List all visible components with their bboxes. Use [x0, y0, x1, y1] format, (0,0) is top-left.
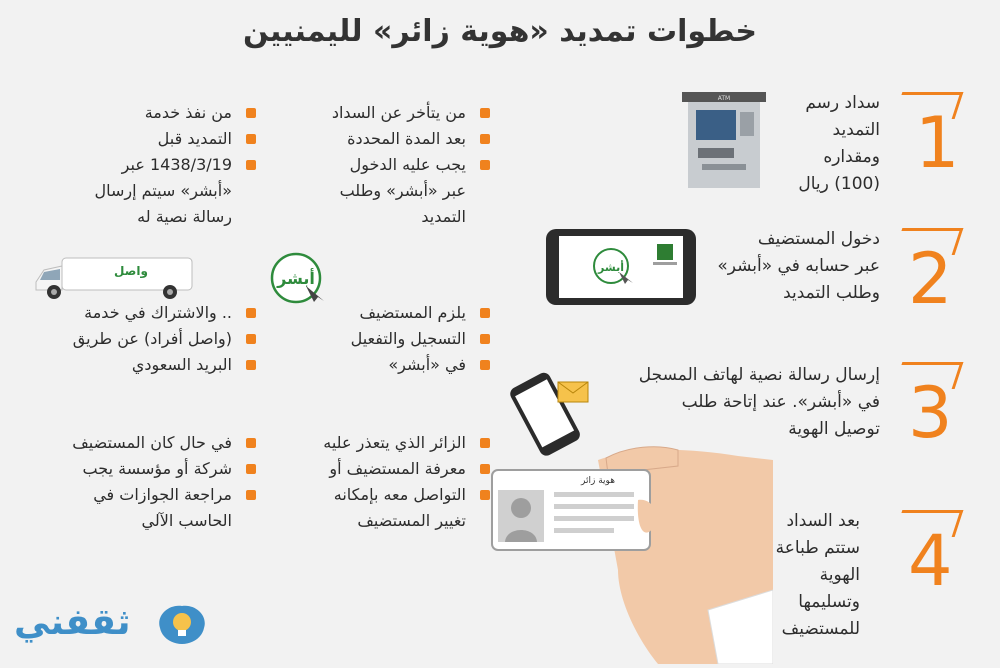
list-item: مراجعة الجوازات في — [72, 482, 258, 508]
note-register-absher — [351, 300, 492, 378]
id-card-hand-icon — [488, 440, 773, 664]
absher-badge-icon — [266, 252, 328, 310]
note-late-payment — [332, 100, 492, 230]
list-item: التمديد — [421, 207, 466, 226]
list-item: شركة أو مؤسسة يجب — [72, 456, 258, 482]
site-logo — [14, 598, 214, 654]
note-unknown-host — [323, 430, 492, 534]
step-4-text: بعد السداد ستتم طباعة الهوية وتسليمها للمستضيف — [775, 511, 860, 639]
atm-icon — [682, 92, 766, 188]
step-3-text: إرسال رسالة نصية لهاتف المسجل في «أبشر». عند إتاحة طلب توصيل الهوية — [638, 365, 880, 439]
list-item: في «أبشر» — [351, 352, 492, 378]
note-expired-extension — [94, 100, 258, 230]
page-title: خطوات تمديد «هوية زائر» لليمنيين — [242, 14, 758, 49]
note-wasel-service — [73, 300, 258, 378]
list-item: معرفة المستضيف أو — [323, 456, 492, 482]
step-1-number: 1 — [915, 102, 960, 184]
list-item: عبر «أبشر» وطلب — [339, 181, 466, 200]
svg-text:واصل: واصل — [114, 264, 148, 278]
list-item: (واصل أفراد) عن طريق — [73, 326, 258, 352]
logo-text: ثقفني — [14, 602, 131, 643]
list-item: «أبشر» سيتم إرسال — [94, 181, 232, 200]
list-item: الزائر الذي يتعذر عليه — [323, 430, 492, 456]
list-item: البريد السعودي — [73, 352, 258, 378]
list-item: يلزم المستضيف — [351, 300, 492, 326]
list-item: التمديد قبل — [94, 126, 258, 152]
list-item: يجب عليه الدخول — [332, 152, 492, 178]
list-item: تغيير المستضيف — [357, 511, 466, 530]
list-item: من يتأخر عن السداد — [332, 100, 492, 126]
list-item: رسالة نصية له — [137, 207, 232, 226]
tablet-icon — [545, 228, 697, 306]
step-1-text: سداد رسم التمديد ومقداره (100) ريال — [798, 93, 880, 194]
step-2-text: دخول المستضيف عبر حسابه في «أبشر» وطلب التمديد — [717, 229, 880, 303]
lightbulb-icon — [154, 600, 210, 654]
list-item: 1438/3/19 عبر — [94, 152, 258, 178]
step-3-number: 3 — [908, 372, 953, 454]
list-item: .. والاشتراك في خدمة — [73, 300, 258, 326]
svg-text:أبشر: أبشر — [277, 269, 315, 288]
svg-text:أبشر: أبشر — [598, 261, 624, 274]
list-item: التواصل معه بإمكانه — [323, 482, 492, 508]
svg-text:ATM: ATM — [717, 95, 731, 102]
note-company-host — [72, 430, 258, 534]
step-2-number: 2 — [908, 238, 953, 320]
svg-text:هوية زائر: هوية زائر — [581, 476, 615, 486]
step-4-number: 4 — [908, 520, 953, 602]
wasel-van-icon — [32, 252, 197, 302]
list-item: الحاسب الآلي — [141, 511, 232, 530]
list-item: التسجيل والتفعيل — [351, 326, 492, 352]
list-item: بعد المدة المحددة — [332, 126, 492, 152]
list-item: من نفذ خدمة — [94, 100, 258, 126]
list-item: في حال كان المستضيف — [72, 430, 258, 456]
